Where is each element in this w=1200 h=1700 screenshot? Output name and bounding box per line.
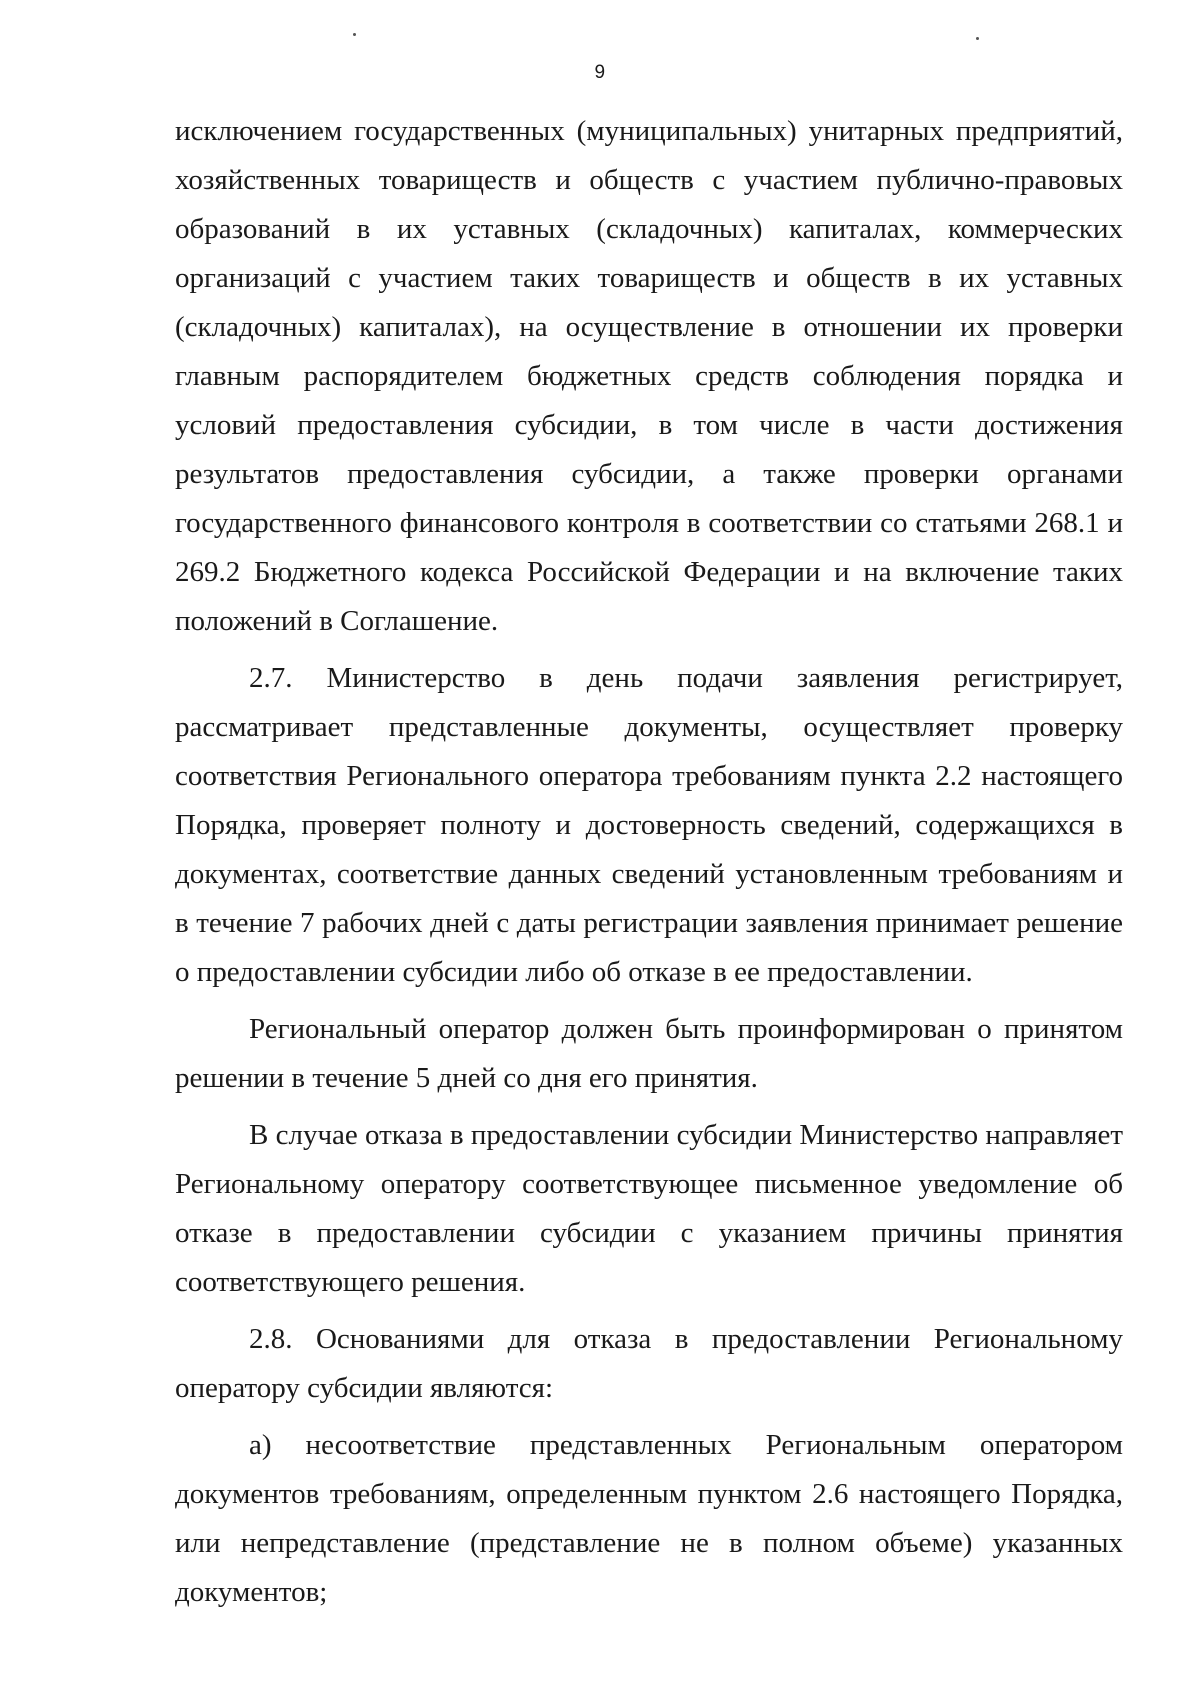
scan-artifact-dot <box>353 33 356 36</box>
document-body <box>175 107 1123 1617</box>
paragraph-clause-2-7: 2.7. Министерство в день подачи заявления регистрирует, рассматривает представленные документы, осуществляет проверку соответствия Регионального оператора требованиям пункта 2.2 настоящего Порядка, проверяет полноту и достоверность сведений, содержащихся в документах, соответствие данных сведений установленным требованиям и в течение 7 рабочих дней с даты регистрации заявления принимает решение о предоставлении субсидии либо об отказе в ее предоставлении. <box>175 662 1123 988</box>
paragraph-refusal-notice: В случае отказа в предоставлении субсидии Министерство направляет Региональному оператору соответствующее письменное уведомление об отказе в предоставлении субсидии с указанием причины принятия соответствующего решения. <box>175 1119 1123 1298</box>
paragraph-clause-2-8: 2.8. Основаниями для отказа в предоставлении Региональному оператору субсидии являются: <box>175 1323 1123 1404</box>
scan-artifact-dot <box>976 37 979 40</box>
paragraph-clause-2-8-a: а) несоответствие представленных Региональным оператором документов требованиям, определенным пунктом 2.6 настоящего Порядка, или непредставление (представление не в полном объеме) указанных документов; <box>175 1429 1123 1608</box>
paragraph-continuation: исключением государственных (муниципальных) унитарных предприятий, хозяйственных товариществ и обществ с участием публично-правовых образований в их уставных (складочных) капиталах, коммерческих организаций с участием таких товариществ и обществ в их уставных (складочных) капиталах), на осуществление в отношении их проверки главным распорядителем бюджетных средств соблюдения порядка и условий предоставления субсидии, в том числе в части достижения результатов предоставления субсидии, а также проверки органами государственного финансового контроля в соответствии со статьями 268.1 и 269.2 Бюджетного кодекса Российской Федерации и на включение таких положений в Соглашение. <box>175 115 1123 637</box>
paragraph-notification: Региональный оператор должен быть проинформирован о принятом решении в течение 5 дней со дня его принятия. <box>175 1013 1123 1094</box>
page-number: 9 <box>594 62 606 83</box>
